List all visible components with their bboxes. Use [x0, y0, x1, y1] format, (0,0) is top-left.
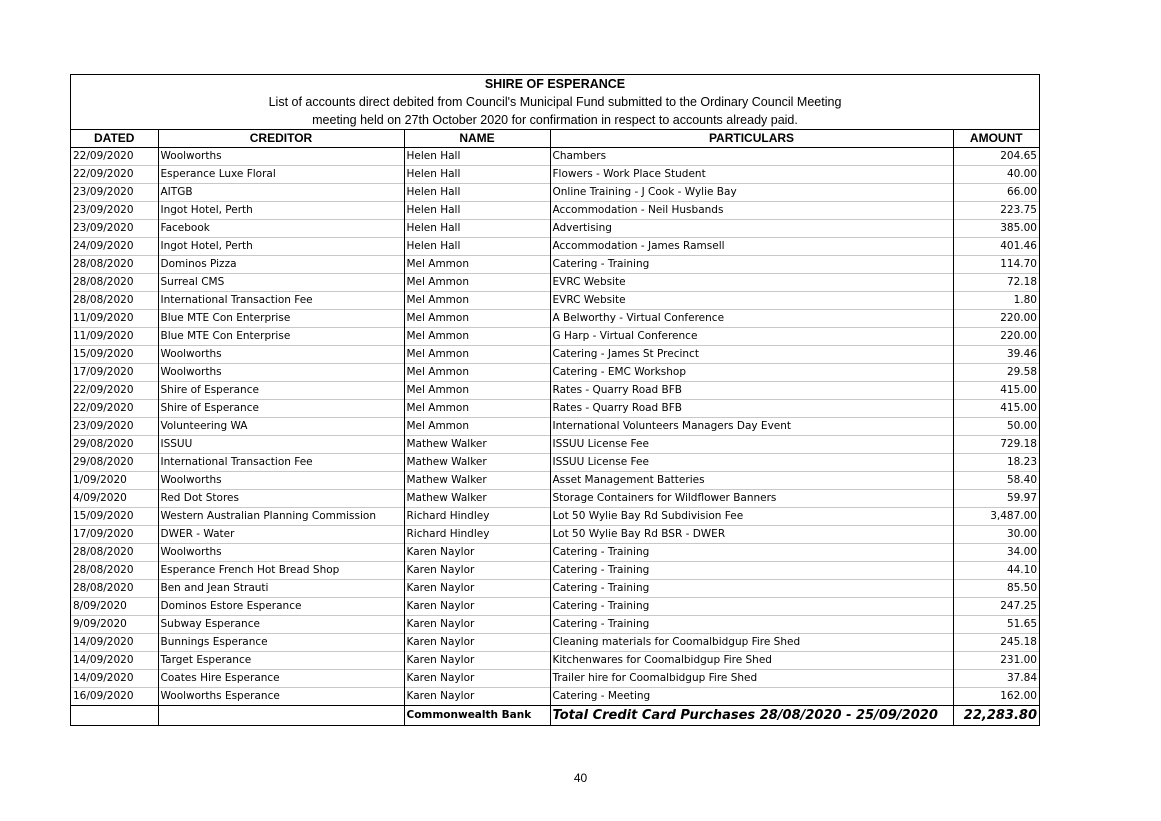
cell-name: Mel Ammon — [404, 292, 550, 310]
cell-dated: 22/09/2020 — [71, 166, 158, 184]
cell-amount: 30.00 — [953, 526, 1039, 544]
cell-particulars: Catering - Training — [550, 562, 953, 580]
cell-creditor: Esperance Luxe Floral — [158, 166, 404, 184]
cell-amount: 204.65 — [953, 148, 1039, 166]
table-row — [71, 418, 1039, 436]
sheet-title: SHIRE OF ESPERANCE — [484, 77, 626, 91]
cell-creditor: DWER - Water — [158, 526, 404, 544]
cell-name: Karen Naylor — [404, 598, 550, 616]
cell-particulars: Catering - Meeting — [550, 688, 953, 706]
accounts-table — [71, 129, 1039, 725]
total-bank: Commonwealth Bank — [404, 706, 550, 726]
cell-amount: 415.00 — [953, 400, 1039, 418]
cell-name: Karen Naylor — [404, 544, 550, 562]
cell-particulars: Online Training - J Cook - Wylie Bay — [550, 184, 953, 202]
cell-dated: 23/09/2020 — [71, 184, 158, 202]
table-row — [71, 310, 1039, 328]
sheet-subtitle-2: meeting held on 27th October 2020 for confirmation in respect to accounts already paid. — [312, 113, 798, 127]
cell-particulars: Catering - Training — [550, 544, 953, 562]
cell-particulars: Kitchenwares for Coomalbidgup Fire Shed — [550, 652, 953, 670]
cell-name: Mel Ammon — [404, 310, 550, 328]
cell-creditor: Western Australian Planning Commission — [158, 508, 404, 526]
cell-name: Mathew Walker — [404, 472, 550, 490]
cell-creditor: Shire of Esperance — [158, 382, 404, 400]
table-row — [71, 148, 1039, 166]
cell-creditor: Red Dot Stores — [158, 490, 404, 508]
cell-amount: 162.00 — [953, 688, 1039, 706]
page-number: 40 — [573, 771, 588, 785]
cell-name: Helen Hall — [404, 184, 550, 202]
cell-amount: 220.00 — [953, 310, 1039, 328]
cell-particulars: Catering - Training — [550, 598, 953, 616]
cell-amount: 66.00 — [953, 184, 1039, 202]
cell-name: Mathew Walker — [404, 436, 550, 454]
cell-name: Karen Naylor — [404, 652, 550, 670]
cell-amount: 231.00 — [953, 652, 1039, 670]
cell-dated: 11/09/2020 — [71, 328, 158, 346]
cell-dated: 14/09/2020 — [71, 634, 158, 652]
cell-creditor: Ben and Jean Strauti — [158, 580, 404, 598]
cell-creditor: Bunnings Esperance — [158, 634, 404, 652]
cell-name: Mel Ammon — [404, 328, 550, 346]
header-row — [71, 130, 1039, 148]
cell-amount: 1.80 — [953, 292, 1039, 310]
table-row — [71, 508, 1039, 526]
table-row — [71, 184, 1039, 202]
cell-creditor: Surreal CMS — [158, 274, 404, 292]
cell-dated: 23/09/2020 — [71, 202, 158, 220]
cell-creditor: Dominos Estore Esperance — [158, 598, 404, 616]
cell-name: Helen Hall — [404, 148, 550, 166]
cell-particulars: ISSUU License Fee — [550, 436, 953, 454]
cell-dated: 4/09/2020 — [71, 490, 158, 508]
cell-amount: 385.00 — [953, 220, 1039, 238]
cell-particulars: Catering - Training — [550, 616, 953, 634]
cell-name: Karen Naylor — [404, 580, 550, 598]
cell-dated: 15/09/2020 — [71, 508, 158, 526]
cell-particulars: Catering - Training — [550, 580, 953, 598]
table-row — [71, 580, 1039, 598]
cell-name: Mel Ammon — [404, 346, 550, 364]
cell-amount: 72.18 — [953, 274, 1039, 292]
cell-particulars: Catering - James St Precinct — [550, 346, 953, 364]
table-row — [71, 382, 1039, 400]
cell-creditor: Shire of Esperance — [158, 400, 404, 418]
table-row — [71, 238, 1039, 256]
table-row — [71, 220, 1039, 238]
cell-particulars: Lot 50 Wylie Bay Rd Subdivision Fee — [550, 508, 953, 526]
cell-dated: 8/09/2020 — [71, 598, 158, 616]
cell-name: Mel Ammon — [404, 274, 550, 292]
cell-amount: 245.18 — [953, 634, 1039, 652]
cell-particulars: Cleaning materials for Coomalbidgup Fire Shed — [550, 634, 953, 652]
total-row — [71, 706, 1039, 726]
table-row — [71, 202, 1039, 220]
total-date-cell — [71, 706, 158, 726]
cell-particulars: Flowers - Work Place Student — [550, 166, 953, 184]
table-row — [71, 688, 1039, 706]
cell-name: Mel Ammon — [404, 364, 550, 382]
cell-dated: 11/09/2020 — [71, 310, 158, 328]
cell-dated: 1/09/2020 — [71, 472, 158, 490]
col-header-dated: DATED — [71, 130, 158, 148]
cell-amount: 401.46 — [953, 238, 1039, 256]
cell-creditor: Dominos Pizza — [158, 256, 404, 274]
cell-creditor: Facebook — [158, 220, 404, 238]
cell-dated: 28/08/2020 — [71, 292, 158, 310]
table-row — [71, 328, 1039, 346]
cell-dated: 29/08/2020 — [71, 454, 158, 472]
cell-name: Richard Hindley — [404, 526, 550, 544]
cell-particulars: Catering - EMC Workshop — [550, 364, 953, 382]
table-row — [71, 346, 1039, 364]
accounts-sheet — [70, 74, 1040, 726]
cell-dated: 28/08/2020 — [71, 580, 158, 598]
table-row — [71, 292, 1039, 310]
cell-dated: 23/09/2020 — [71, 418, 158, 436]
cell-amount: 3,487.00 — [953, 508, 1039, 526]
table-row — [71, 256, 1039, 274]
cell-creditor: Woolworths Esperance — [158, 688, 404, 706]
cell-amount: 59.97 — [953, 490, 1039, 508]
table-row — [71, 472, 1039, 490]
cell-particulars: Accommodation - Neil Husbands — [550, 202, 953, 220]
table-row — [71, 616, 1039, 634]
cell-dated: 23/09/2020 — [71, 220, 158, 238]
table-row — [71, 454, 1039, 472]
cell-name: Mel Ammon — [404, 382, 550, 400]
cell-amount: 85.50 — [953, 580, 1039, 598]
cell-dated: 22/09/2020 — [71, 382, 158, 400]
table-row — [71, 544, 1039, 562]
cell-particulars: ISSUU License Fee — [550, 454, 953, 472]
cell-dated: 15/09/2020 — [71, 346, 158, 364]
cell-creditor: Woolworths — [158, 364, 404, 382]
table-row — [71, 598, 1039, 616]
cell-name: Mel Ammon — [404, 256, 550, 274]
cell-creditor: Woolworths — [158, 346, 404, 364]
cell-creditor: Ingot Hotel, Perth — [158, 238, 404, 256]
cell-amount: 18.23 — [953, 454, 1039, 472]
cell-particulars: A Belworthy - Virtual Conference — [550, 310, 953, 328]
cell-name: Karen Naylor — [404, 562, 550, 580]
cell-particulars: Rates - Quarry Road BFB — [550, 400, 953, 418]
cell-name: Mathew Walker — [404, 490, 550, 508]
cell-amount: 34.00 — [953, 544, 1039, 562]
cell-creditor: Woolworths — [158, 544, 404, 562]
sheet-header — [71, 75, 1039, 129]
cell-creditor: Volunteering WA — [158, 418, 404, 436]
cell-particulars: G Harp - Virtual Conference — [550, 328, 953, 346]
cell-amount: 29.58 — [953, 364, 1039, 382]
cell-particulars: Accommodation - James Ramsell — [550, 238, 953, 256]
cell-amount: 58.40 — [953, 472, 1039, 490]
cell-particulars: Advertising — [550, 220, 953, 238]
table-row — [71, 436, 1039, 454]
cell-amount: 44.10 — [953, 562, 1039, 580]
cell-name: Helen Hall — [404, 238, 550, 256]
cell-amount: 247.25 — [953, 598, 1039, 616]
cell-name: Karen Naylor — [404, 670, 550, 688]
col-header-name: NAME — [404, 130, 550, 148]
cell-creditor: Esperance French Hot Bread Shop — [158, 562, 404, 580]
cell-amount: 50.00 — [953, 418, 1039, 436]
cell-dated: 14/09/2020 — [71, 652, 158, 670]
cell-particulars: Storage Containers for Wildflower Banners — [550, 490, 953, 508]
cell-particulars: Catering - Training — [550, 256, 953, 274]
col-header-amount: AMOUNT — [953, 130, 1039, 148]
cell-amount: 415.00 — [953, 382, 1039, 400]
cell-amount: 39.46 — [953, 346, 1039, 364]
cell-name: Mel Ammon — [404, 400, 550, 418]
cell-creditor: Woolworths — [158, 148, 404, 166]
table-row — [71, 490, 1039, 508]
table-row — [71, 166, 1039, 184]
cell-dated: 14/09/2020 — [71, 670, 158, 688]
cell-name: Richard Hindley — [404, 508, 550, 526]
cell-name: Helen Hall — [404, 220, 550, 238]
total-label: Total Credit Card Purchases 28/08/2020 - 25/09/2020 — [550, 706, 953, 726]
total-amount: 22,283.80 — [953, 706, 1039, 726]
cell-amount: 223.75 — [953, 202, 1039, 220]
table-row — [71, 652, 1039, 670]
cell-dated: 29/08/2020 — [71, 436, 158, 454]
total-creditor-cell — [158, 706, 404, 726]
cell-creditor: Woolworths — [158, 472, 404, 490]
cell-creditor: International Transaction Fee — [158, 454, 404, 472]
cell-creditor: ISSUU — [158, 436, 404, 454]
cell-name: Mel Ammon — [404, 418, 550, 436]
cell-dated: 28/08/2020 — [71, 274, 158, 292]
cell-dated: 28/08/2020 — [71, 562, 158, 580]
cell-name: Karen Naylor — [404, 688, 550, 706]
col-header-creditor: CREDITOR — [158, 130, 404, 148]
table-row — [71, 562, 1039, 580]
cell-amount: 114.70 — [953, 256, 1039, 274]
cell-creditor: Coates Hire Esperance — [158, 670, 404, 688]
sheet-subtitle: List of accounts direct debited from Council's Municipal Fund submitted to the Ordinary Council Meeting — [268, 95, 842, 109]
cell-particulars: Trailer hire for Coomalbidgup Fire Shed — [550, 670, 953, 688]
table-row — [71, 400, 1039, 418]
cell-amount: 51.65 — [953, 616, 1039, 634]
cell-dated: 22/09/2020 — [71, 400, 158, 418]
cell-creditor: Target Esperance — [158, 652, 404, 670]
col-header-particulars: PARTICULARS — [550, 130, 953, 148]
cell-particulars: EVRC Website — [550, 274, 953, 292]
cell-creditor: Blue MTE Con Enterprise — [158, 310, 404, 328]
cell-name: Karen Naylor — [404, 634, 550, 652]
cell-particulars: Lot 50 Wylie Bay Rd BSR - DWER — [550, 526, 953, 544]
table-row — [71, 526, 1039, 544]
cell-amount: 40.00 — [953, 166, 1039, 184]
cell-particulars: Asset Management Batteries — [550, 472, 953, 490]
cell-particulars: EVRC Website — [550, 292, 953, 310]
cell-name: Helen Hall — [404, 166, 550, 184]
cell-particulars: Rates - Quarry Road BFB — [550, 382, 953, 400]
cell-amount: 729.18 — [953, 436, 1039, 454]
cell-dated: 24/09/2020 — [71, 238, 158, 256]
cell-creditor: Subway Esperance — [158, 616, 404, 634]
table-row — [71, 670, 1039, 688]
cell-dated: 16/09/2020 — [71, 688, 158, 706]
cell-dated: 28/08/2020 — [71, 544, 158, 562]
cell-amount: 37.84 — [953, 670, 1039, 688]
cell-amount: 220.00 — [953, 328, 1039, 346]
cell-name: Karen Naylor — [404, 616, 550, 634]
cell-creditor: Blue MTE Con Enterprise — [158, 328, 404, 346]
table-row — [71, 634, 1039, 652]
cell-creditor: AITGB — [158, 184, 404, 202]
table-row — [71, 364, 1039, 382]
table-row — [71, 274, 1039, 292]
cell-name: Helen Hall — [404, 202, 550, 220]
cell-dated: 22/09/2020 — [71, 148, 158, 166]
cell-particulars: International Volunteers Managers Day Event — [550, 418, 953, 436]
cell-particulars: Chambers — [550, 148, 953, 166]
cell-dated: 28/08/2020 — [71, 256, 158, 274]
cell-name: Mathew Walker — [404, 454, 550, 472]
cell-dated: 9/09/2020 — [71, 616, 158, 634]
cell-creditor: Ingot Hotel, Perth — [158, 202, 404, 220]
cell-dated: 17/09/2020 — [71, 526, 158, 544]
cell-dated: 17/09/2020 — [71, 364, 158, 382]
cell-creditor: International Transaction Fee — [158, 292, 404, 310]
